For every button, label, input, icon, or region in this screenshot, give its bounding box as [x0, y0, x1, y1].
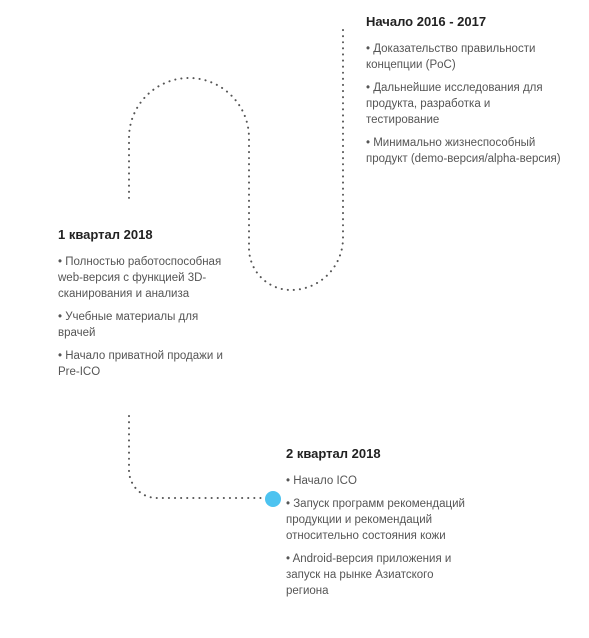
milestone-item: • Минимально жизнеспособный продукт (demo-версия/alpha-версия) [366, 137, 561, 165]
milestone-item: • Android-версия приложения и запуск на рынке Азиатского региона [286, 553, 452, 597]
milestone-2016-2017 [366, 14, 566, 174]
milestone-title: 2 квартал 2018 [286, 446, 381, 461]
milestone-title: 1 квартал 2018 [58, 227, 153, 242]
milestone-item: • Полностью работоспособная web-версия с функцией 3D-сканирования и анализа [58, 256, 222, 300]
milestone-q1-2018 [58, 227, 234, 387]
milestone-item: • Учебные материалы для врачей [58, 311, 199, 339]
milestone-item-list [286, 473, 474, 599]
timeline-dotted-path-lower [129, 416, 268, 498]
milestone-q2-2018 [286, 446, 474, 606]
milestone-item: • Дальнейшие исследования для продукта, разработка и тестирование [366, 82, 543, 126]
milestone-item-list [366, 41, 566, 167]
milestone-item: • Начало ICO [286, 475, 357, 487]
milestone-item-list [58, 254, 234, 380]
milestone-item: • Запуск программ рекомендаций продукции и рекомендаций относительно состояния кожи [286, 498, 465, 542]
milestone-item: • Доказательство правильности концепции (PoC) [366, 43, 536, 71]
milestone-item: • Начало приватной продажи и Pre-ICO [58, 350, 223, 378]
milestone-title: Начало 2016 - 2017 [366, 14, 487, 29]
current-stage-marker [265, 491, 281, 507]
